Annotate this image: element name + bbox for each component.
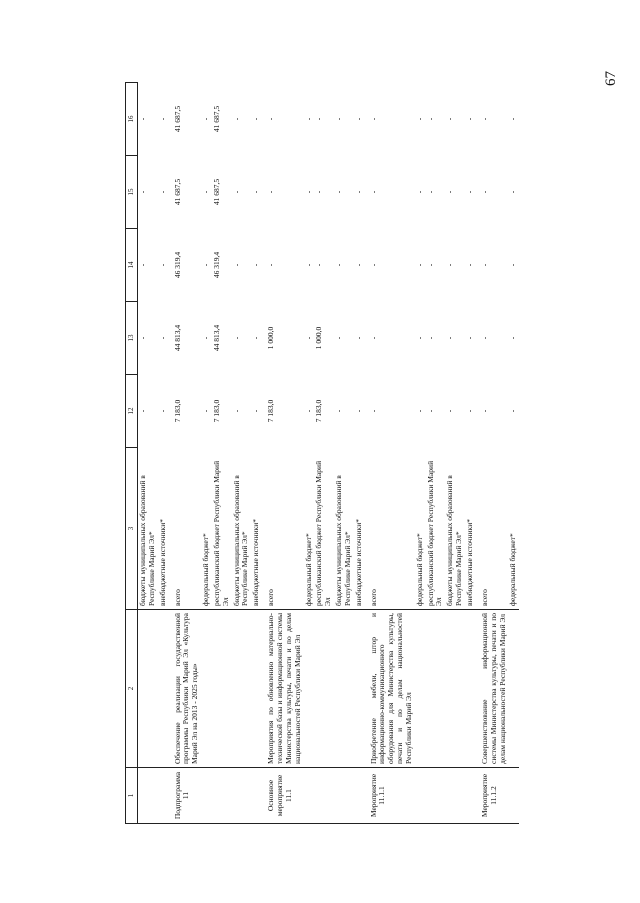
row-value: 46 319,4 [172, 251, 182, 279]
row-value: - [138, 409, 147, 413]
row-value: - [508, 263, 518, 267]
table-row [354, 83, 365, 824]
row-value: - [465, 263, 474, 267]
row-value: - [231, 336, 241, 340]
row-code [334, 768, 354, 824]
row-code [415, 768, 426, 824]
row-value: - [425, 336, 435, 340]
row-value: - [303, 409, 313, 413]
row-value: 41 687,5 [211, 178, 221, 206]
row-value: - [157, 117, 167, 121]
row-code [445, 768, 465, 824]
table-row [426, 83, 446, 824]
row-value: - [353, 117, 363, 121]
row-source: всего [365, 448, 415, 610]
row-value: 7 183,0 [211, 399, 221, 423]
row-name [415, 610, 426, 768]
row-code: Подпрограмма 11 [172, 771, 191, 820]
row-source: внебюджетные источники* [354, 448, 365, 610]
row-code [138, 768, 158, 824]
row-value: - [368, 263, 378, 267]
table-row [232, 83, 252, 824]
page-number: 67 [603, 71, 619, 86]
budget-table [125, 82, 519, 824]
row-value: - [414, 190, 424, 194]
row-value: - [303, 117, 313, 121]
table-row [304, 83, 315, 824]
table-row [445, 83, 465, 824]
header-cell: 1 [126, 768, 138, 824]
row-value: - [353, 409, 363, 413]
row-value: - [445, 263, 455, 267]
row-name: Мероприятия по обновлению материально-технической базы и информационной системы Министерства культуры, печати и по делам национальностей Республики Марий Эл [262, 610, 303, 768]
row-name [158, 610, 169, 768]
row-value: 44 813,4 [211, 324, 221, 352]
row-value: - [201, 336, 211, 340]
row-code [158, 768, 169, 824]
row-value: - [303, 336, 313, 340]
row-name: Обеспечение реализации государственной программы Республики Марий Эл «Культура Марий Эл на 2013 - 2025 годы» [169, 610, 202, 768]
row-name [232, 610, 252, 768]
row-value: 7 183,0 [172, 399, 182, 423]
row-value: - [201, 117, 211, 121]
row-code: Мероприятие 11.1.1 [368, 773, 387, 818]
row-name [304, 610, 315, 768]
row-value: - [479, 409, 489, 413]
row-value: - [508, 190, 518, 194]
row-source: всего [169, 448, 202, 610]
row-value: - [231, 117, 241, 121]
row-value: - [414, 336, 424, 340]
header-cell: 14 [126, 229, 138, 302]
table-row [334, 83, 354, 824]
row-value: - [479, 263, 489, 267]
row-value: - [353, 263, 363, 267]
row-source: бюджеты муниципальных образований в Республике Марий Эл* [445, 448, 465, 610]
row-name [201, 610, 212, 768]
row-value: - [368, 409, 378, 413]
row-value: - [425, 263, 435, 267]
row-source: внебюджетные источники* [158, 448, 169, 610]
row-value: - [445, 336, 455, 340]
row-value: - [508, 117, 518, 121]
row-code [465, 768, 476, 824]
row-value: - [334, 263, 344, 267]
table-row [465, 83, 476, 824]
header-cell: 16 [126, 83, 138, 156]
row-code: Основное мероприятие 11.1 [266, 774, 293, 817]
row-value: - [334, 336, 344, 340]
table-row [415, 83, 426, 824]
table-row [201, 83, 212, 824]
row-source: федеральный бюджет* [415, 448, 426, 610]
row-source: бюджеты муниципальных образований в Республике Марий Эл* [232, 448, 252, 610]
row-value: - [479, 117, 489, 121]
row-value: - [266, 263, 276, 267]
table-row [476, 83, 509, 824]
row-name [212, 610, 232, 768]
row-value: - [303, 263, 313, 267]
table-row [314, 83, 334, 824]
row-value: 41 687,5 [172, 178, 182, 206]
row-source: федеральный бюджет* [508, 448, 519, 610]
row-value: - [251, 117, 261, 121]
row-source: бюджеты муниципальных образований в Республике Марий Эл* [334, 448, 354, 610]
row-source: всего [262, 448, 303, 610]
row-value: 41 687,5 [211, 105, 221, 133]
row-value: - [157, 409, 167, 413]
row-value: 46 319,4 [211, 251, 221, 279]
header-cell: 13 [126, 302, 138, 375]
row-value: - [479, 336, 489, 340]
row-source: республиканский бюджет Республики Марий Эл [212, 448, 232, 610]
row-value: - [303, 190, 313, 194]
row-code [251, 768, 262, 824]
row-value: - [157, 263, 167, 267]
row-code [426, 768, 446, 824]
header-cell: 12 [126, 375, 138, 448]
row-value: - [334, 117, 344, 121]
row-value: - [314, 117, 324, 121]
row-source: бюджеты муниципальных образований в Республике Марий Эл* [138, 448, 158, 610]
row-name [354, 610, 365, 768]
row-name [465, 610, 476, 768]
header-cell: 3 [126, 448, 138, 610]
row-value: - [508, 409, 518, 413]
table-row [365, 83, 415, 824]
row-source: республиканский бюджет Республики Марий Эл [426, 448, 446, 610]
table-row [262, 83, 303, 824]
table-row [169, 83, 202, 824]
table-row [212, 83, 232, 824]
row-value: - [251, 336, 261, 340]
row-name [314, 610, 334, 768]
row-value: - [138, 336, 147, 340]
table-row [251, 83, 262, 824]
row-name [445, 610, 465, 768]
row-value: 44 813,4 [172, 324, 182, 352]
row-value: - [425, 190, 435, 194]
row-code [232, 768, 252, 824]
row-value: - [414, 263, 424, 267]
row-value: - [414, 117, 424, 121]
table-body [138, 83, 520, 824]
row-source: федеральный бюджет* [201, 448, 212, 610]
row-value: - [157, 336, 167, 340]
row-code [304, 768, 315, 824]
row-name [426, 610, 446, 768]
header-cell: 2 [126, 610, 138, 768]
row-value: - [266, 190, 276, 194]
row-value: - [231, 190, 241, 194]
row-source: внебюджетные источники* [465, 448, 476, 610]
row-code: Мероприятие 11.1.2 [479, 773, 498, 818]
row-value: - [314, 263, 324, 267]
row-value: - [251, 409, 261, 413]
row-code [314, 768, 334, 824]
row-code [508, 768, 519, 824]
row-value: - [445, 117, 455, 121]
row-value: - [465, 409, 474, 413]
row-value: - [465, 190, 474, 194]
row-value: 1 000,0 [314, 326, 324, 350]
row-value: - [231, 409, 241, 413]
row-name [508, 610, 519, 768]
row-value: - [508, 336, 518, 340]
row-value: - [314, 190, 324, 194]
row-value: - [201, 409, 211, 413]
table-row [508, 83, 519, 824]
row-value: - [353, 336, 363, 340]
row-name [138, 610, 158, 768]
row-code [354, 768, 365, 824]
row-name: Приобретение мебели, штор и информационно-коммуникационного оборудования для Министерства культуры, печати и по делам национальностей Республики Марий Эл [365, 610, 415, 768]
row-value: - [251, 263, 261, 267]
header-cell: 15 [126, 156, 138, 229]
row-value: 1 000,0 [266, 326, 276, 350]
rotated-table-wrapper [125, 84, 625, 824]
row-value: 7 183,0 [314, 399, 324, 423]
row-value: - [201, 263, 211, 267]
table-row [138, 83, 158, 824]
row-value: - [334, 409, 344, 413]
row-value: - [368, 190, 378, 194]
row-value: - [138, 117, 147, 121]
row-value: - [368, 117, 378, 121]
row-value: - [465, 117, 474, 121]
row-value: - [138, 190, 147, 194]
row-value: - [425, 117, 435, 121]
row-value: - [138, 263, 147, 267]
row-value: - [465, 336, 474, 340]
row-code [201, 768, 212, 824]
row-value: 41 687,5 [172, 105, 182, 133]
row-value: - [445, 190, 455, 194]
row-value: - [334, 190, 344, 194]
row-source: всего [476, 448, 509, 610]
row-source: внебюджетные источники* [251, 448, 262, 610]
row-source: республиканский бюджет Республики Марий Эл [314, 448, 334, 610]
row-value: - [266, 117, 276, 121]
row-code [212, 768, 232, 824]
row-source: федеральный бюджет* [304, 448, 315, 610]
row-value: - [479, 190, 489, 194]
table-row [158, 83, 169, 824]
row-value: - [368, 336, 378, 340]
row-name [334, 610, 354, 768]
row-value: - [425, 409, 435, 413]
row-value: - [414, 409, 424, 413]
row-value: - [353, 190, 363, 194]
row-value: - [231, 263, 241, 267]
table-header-row [126, 83, 138, 824]
row-value: - [251, 190, 261, 194]
row-value: - [445, 409, 455, 413]
row-value: - [157, 190, 167, 194]
row-name: Совершенствование информационной системы Министерства культуры, печати и по делам национальностей Республики Марий Эл [476, 610, 509, 768]
row-value: - [201, 190, 211, 194]
row-value: 7 183,0 [266, 399, 276, 423]
row-name [251, 610, 262, 768]
